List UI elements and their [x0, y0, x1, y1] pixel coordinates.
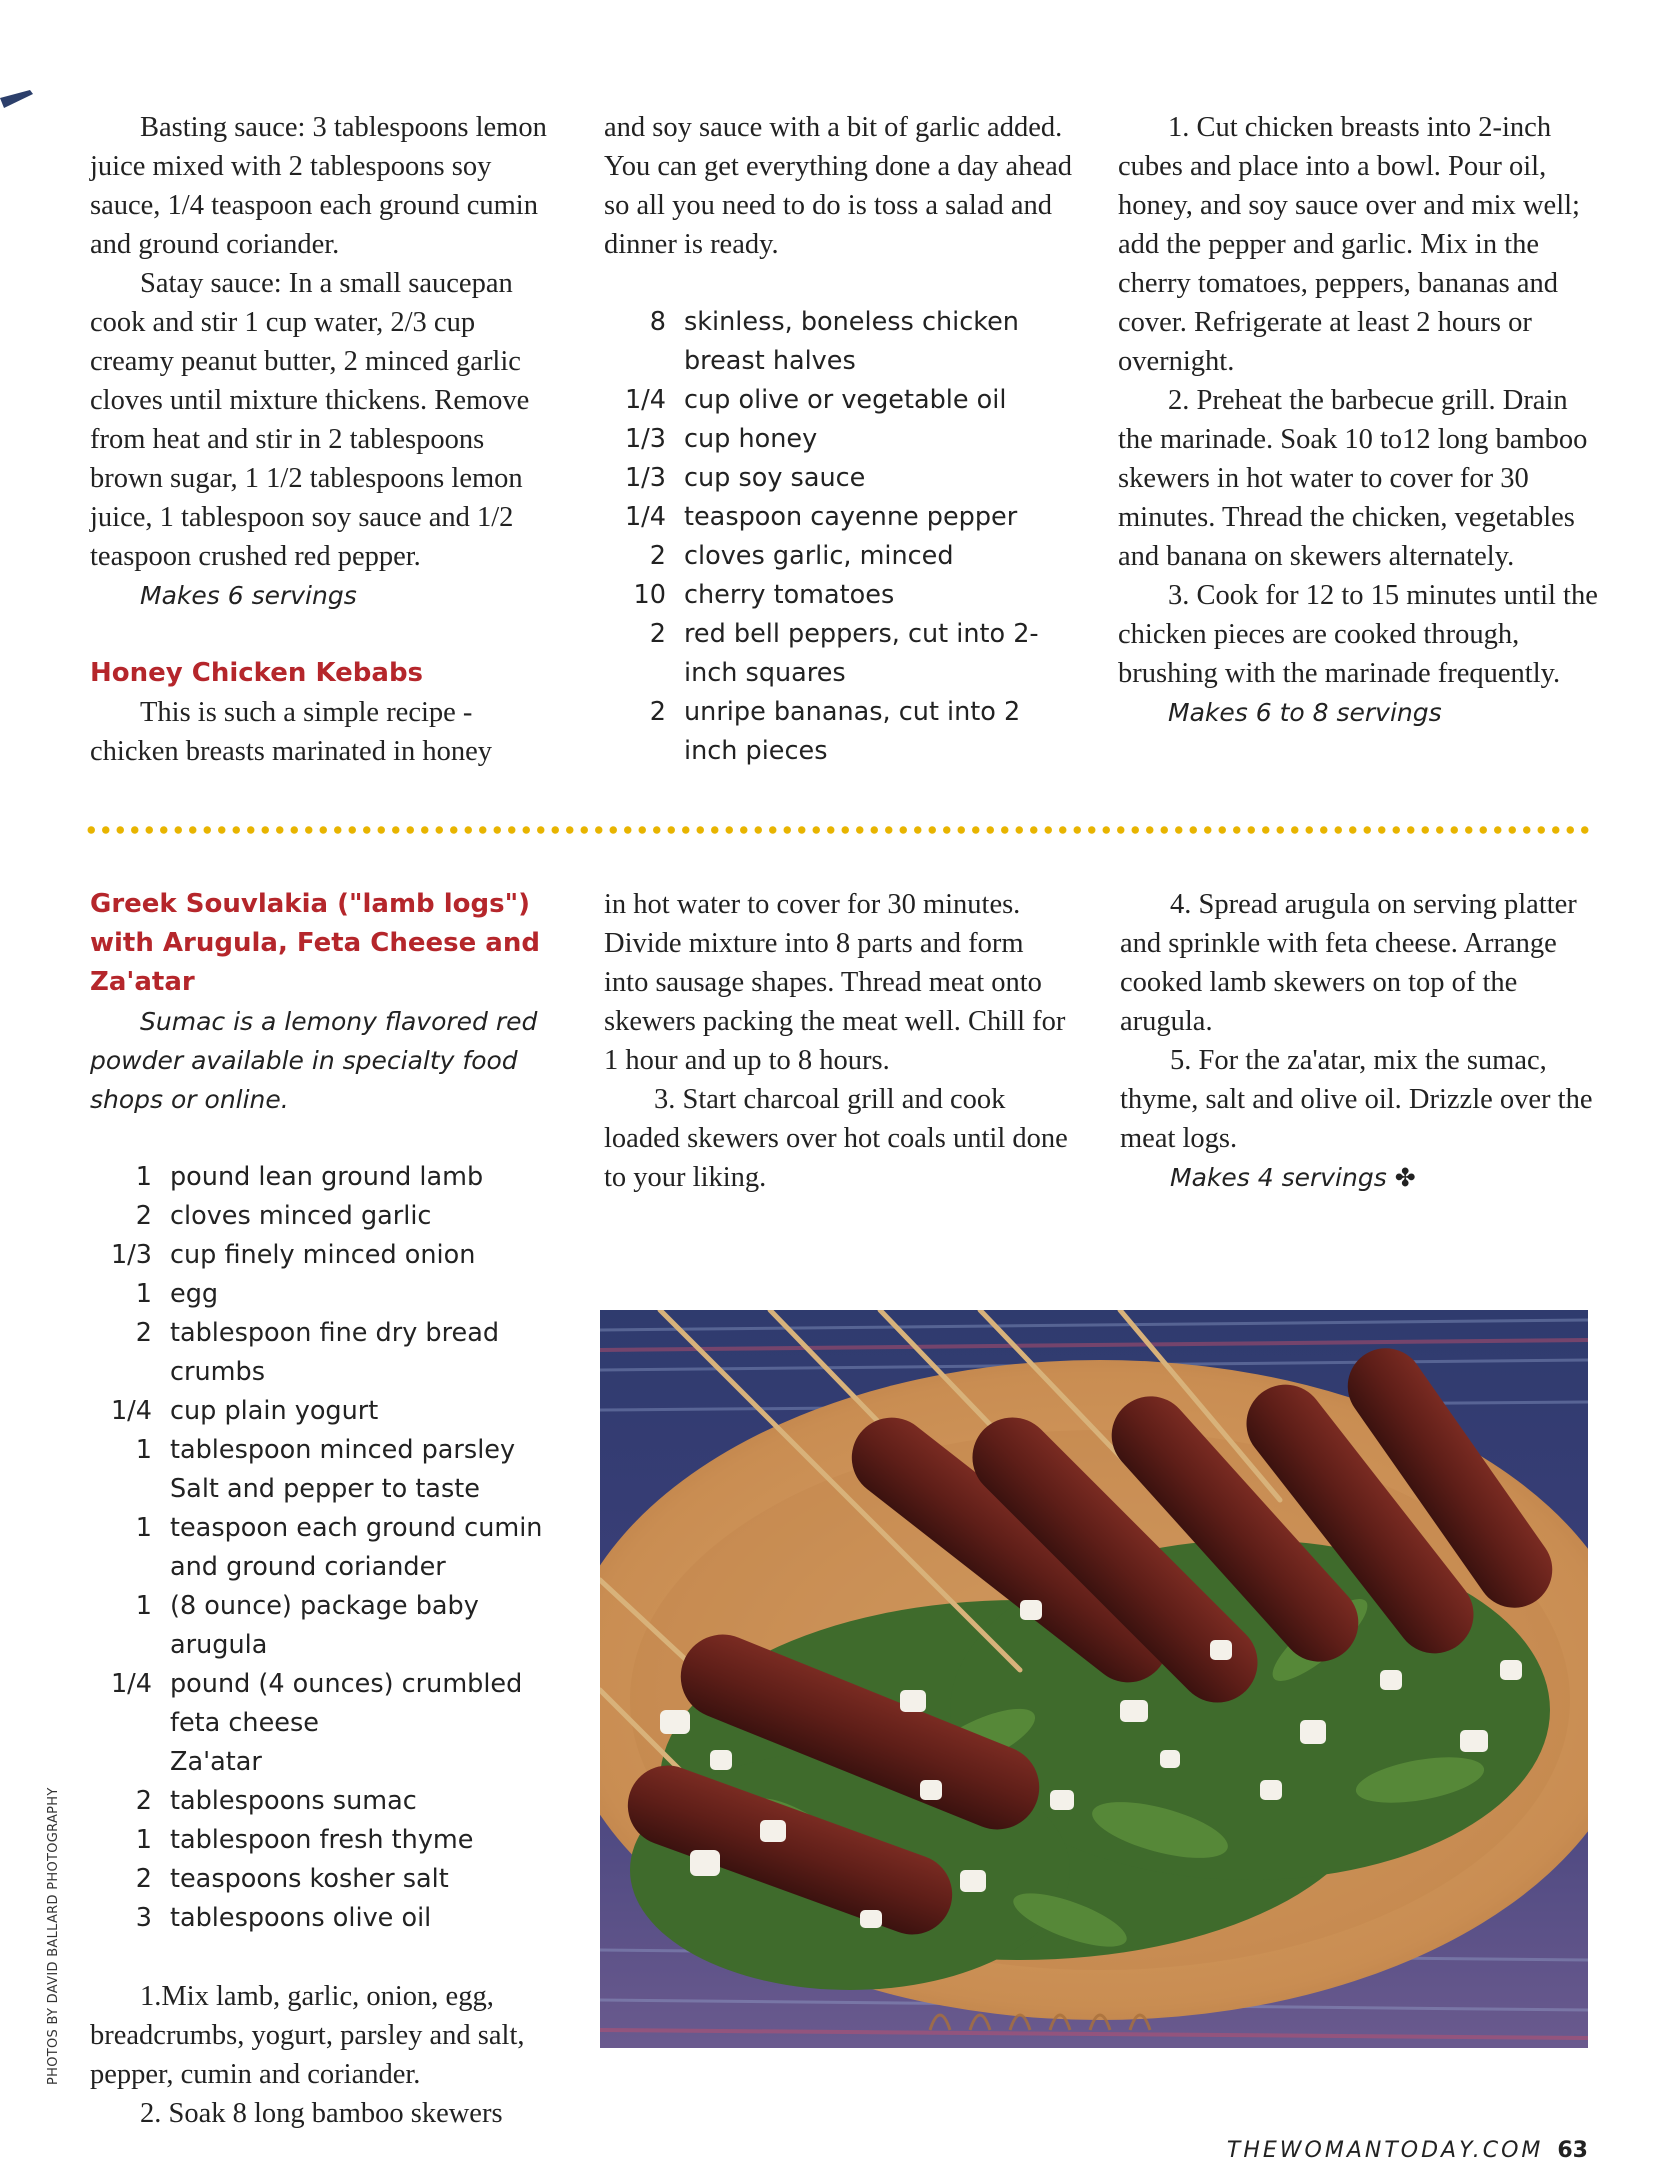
makes-servings	[1120, 1158, 1600, 1197]
step-1: 1. Cut chicken breasts into 2-inch cubes and place into a bowl. Pour oil, honey, and soy sauce over and mix well; add the pepper and garlic. Mix in the cherry tomatoes, peppers, bananas and cover. Refrigerate at least 2 hours or overnight.	[1118, 112, 1580, 377]
page-footer	[1227, 2138, 1588, 2163]
website-name: THEWOMANTODAY.COM	[1226, 2138, 1544, 2163]
ingredient-row	[90, 1470, 570, 1509]
ingredient-row	[90, 1782, 570, 1821]
ingredient-row	[90, 1431, 570, 1470]
edge-decoration	[0, 88, 34, 116]
step-3: 3. Cook for 12 to 15 minutes until the chicken pieces are cooked through, brushing with the marinade frequently.	[1118, 580, 1598, 689]
ingredient-quantity: 1/3	[110, 1240, 152, 1270]
ingredient-text: cup plain yogurt	[170, 1396, 379, 1426]
bottom-column-1	[90, 885, 570, 2133]
ingredient-row	[90, 1236, 570, 1275]
ingredient-text: tablespoon fine dry bread crumbs	[170, 1318, 500, 1387]
top-column-1	[90, 108, 560, 771]
ingredient-row	[604, 615, 1074, 693]
ingredient-quantity: 10	[633, 580, 666, 610]
step-2: 2. Preheat the barbecue grill. Drain the marinade. Soak 10 to12 long bamboo skewers in hot water to cover for 30 minutes. Thread the chicken, vegetables and banana on skewers alternately.	[1118, 385, 1588, 572]
ingredient-row	[90, 1197, 570, 1236]
step-2-continued: in hot water to cover for 30 minutes. Divide mixture into 8 parts and form into sausage shapes. Thread meat onto skewers packing the meat well. Chill for 1 hour and up to 8 hours.	[604, 889, 1066, 1076]
ingredient-text: tablespoons sumac	[170, 1786, 417, 1816]
ingredient-row	[90, 1860, 570, 1899]
ingredient-row	[604, 537, 1074, 576]
ingredient-row	[604, 303, 1074, 381]
ingredient-list	[604, 303, 1074, 771]
ingredient-quantity	[90, 1743, 152, 1782]
ingredient-quantity	[90, 1470, 152, 1509]
photo-credit: PHOTOS BY DAVID BALLARD PHOTOGRAPHY	[46, 1787, 61, 2085]
ingredient-row	[90, 1158, 570, 1197]
ingredient-quantity: 1/4	[624, 385, 666, 415]
ingredient-row	[604, 693, 1074, 771]
ingredient-quantity: 2	[135, 1864, 152, 1894]
ingredient-text: teaspoon cayenne pepper	[684, 502, 1018, 532]
page-number: 63	[1557, 2138, 1588, 2163]
top-column-3	[1118, 108, 1598, 732]
ingredient-text: pound lean ground lamb	[170, 1162, 484, 1192]
ingredient-quantity: 3	[135, 1903, 152, 1933]
satay-sauce: Satay sauce: In a small saucepan cook and stir 1 cup water, 2/3 cup creamy peanut butter, 2 minced garlic cloves until mixture thickens. Remove from heat and stir in 2 tablespoons brown sugar, 1 1/2 tablespoons lemon juice, 1 tablespoon soy sauce and 1/2 teaspoon crushed red pepper.	[90, 268, 530, 572]
ingredient-quantity: 1/4	[624, 502, 666, 532]
ingredient-quantity: 1	[135, 1825, 152, 1855]
makes-servings: Makes 6 to 8 servings	[1168, 698, 1442, 727]
ingredient-text: cup finely minced onion	[170, 1240, 476, 1270]
ingredient-quantity: 1	[135, 1162, 152, 1192]
ingredient-text: cloves garlic, minced	[684, 541, 954, 571]
ingredient-quantity: 1	[135, 1435, 152, 1465]
top-column-2	[604, 108, 1074, 771]
step-4: 4. Spread arugula on serving platter and sprinkle with feta cheese. Arrange cooked lamb skewers on top of the arugula.	[1120, 889, 1577, 1037]
end-mark-icon: ✤	[1394, 1163, 1416, 1192]
ingredient-text: cup soy sauce	[684, 463, 866, 493]
recipe-intro-continued: and soy sauce with a bit of garlic added. You can get everything done a day ahead so all you need to do is toss a salad and dinner is ready.	[604, 112, 1072, 260]
ingredient-quantity: 2	[649, 619, 666, 649]
ingredient-list	[90, 1158, 570, 1938]
ingredient-quantity: 1	[135, 1591, 152, 1621]
ingredient-row	[90, 1743, 570, 1782]
ingredient-quantity: 1/4	[110, 1669, 152, 1699]
step-3: 3. Start charcoal grill and cook loaded skewers over hot coals until done to your liking.	[604, 1084, 1068, 1193]
ingredient-row	[90, 1509, 570, 1587]
ingredient-row	[604, 420, 1074, 459]
recipe-heading: Greek Souvlakia ("lamb logs") with Arugula, Feta Cheese and Za'atar	[90, 889, 540, 997]
ingredient-quantity: 1	[135, 1513, 152, 1543]
ingredient-text: pound (4 ounces) crumbled feta cheese	[170, 1669, 523, 1738]
ingredient-text: unripe bananas, cut into 2 inch pieces	[684, 697, 1021, 766]
ingredient-text: teaspoon each ground cumin and ground coriander	[170, 1513, 543, 1582]
ingredient-row	[604, 381, 1074, 420]
bottom-column-3	[1120, 885, 1600, 1197]
ingredient-row	[90, 1275, 570, 1314]
ingredient-quantity: 2	[135, 1201, 152, 1231]
ingredient-text: (8 ounce) package baby arugula	[170, 1591, 479, 1660]
step-1: 1.Mix lamb, garlic, onion, egg, breadcrumbs, yogurt, parsley and salt, pepper, cumin and coriander.	[90, 1981, 525, 2090]
lamb-kebabs-photo	[600, 1310, 1588, 2048]
ingredient-row	[90, 1392, 570, 1431]
ingredient-quantity: 1/4	[110, 1396, 152, 1426]
ingredient-row	[604, 459, 1074, 498]
step-2: 2. Soak 8 long bamboo skewers	[140, 2098, 503, 2129]
ingredient-quantity: 2	[649, 541, 666, 571]
makes-label: Makes 4 servings	[1170, 1163, 1387, 1192]
ingredient-text: cloves minced garlic	[170, 1201, 432, 1231]
ingredient-text: tablespoon fresh thyme	[170, 1825, 474, 1855]
ingredient-row	[90, 1314, 570, 1392]
ingredient-quantity: 1	[135, 1279, 152, 1309]
basting-sauce: Basting sauce: 3 tablespoons lemon juice mixed with 2 tablespoons soy sauce, 1/4 teaspoon each ground cumin and ground coriander.	[90, 112, 547, 260]
ingredient-text: egg	[170, 1279, 219, 1309]
ingredient-text: red bell peppers, cut into 2-inch squares	[684, 619, 1039, 688]
makes-servings: Makes 6 servings	[140, 581, 357, 610]
ingredient-row	[90, 1899, 570, 1938]
ingredient-text: Salt and pepper to taste	[170, 1474, 480, 1504]
ingredient-quantity: 2	[135, 1318, 152, 1348]
recipe-intro: This is such a simple recipe - chicken breasts marinated in honey	[90, 697, 493, 767]
ingredient-row	[604, 498, 1074, 537]
ingredient-quantity: 2	[649, 697, 666, 727]
ingredient-text: tablespoon minced parsley	[170, 1435, 516, 1465]
ingredient-text: cup olive or vegetable oil	[684, 385, 1007, 415]
bottom-column-2	[604, 885, 1074, 1197]
ingredient-quantity: 1/3	[624, 463, 666, 493]
step-5: 5. For the za'atar, mix the sumac, thyme, salt and olive oil. Drizzle over the meat logs.	[1120, 1045, 1593, 1154]
ingredient-text: cherry tomatoes	[684, 580, 895, 610]
recipe-heading: Honey Chicken Kebabs	[90, 658, 424, 688]
ingredient-text: Za'atar	[170, 1747, 262, 1777]
ingredient-quantity: 1/3	[624, 424, 666, 454]
ingredient-text: tablespoons olive oil	[170, 1903, 432, 1933]
ingredient-row	[90, 1665, 570, 1743]
ingredient-row	[604, 576, 1074, 615]
recipe-note: Sumac is a lemony flavored red powder available in specialty food shops or online.	[90, 1007, 538, 1114]
ingredient-text: cup honey	[684, 424, 818, 454]
ingredient-row	[90, 1587, 570, 1665]
ingredient-row	[90, 1821, 570, 1860]
dotted-divider	[84, 823, 1592, 837]
ingredient-quantity: 2	[135, 1786, 152, 1816]
ingredient-text: skinless, boneless chicken breast halves	[684, 307, 1019, 376]
ingredient-text: teaspoons kosher salt	[170, 1864, 449, 1894]
ingredient-quantity: 8	[649, 307, 666, 337]
